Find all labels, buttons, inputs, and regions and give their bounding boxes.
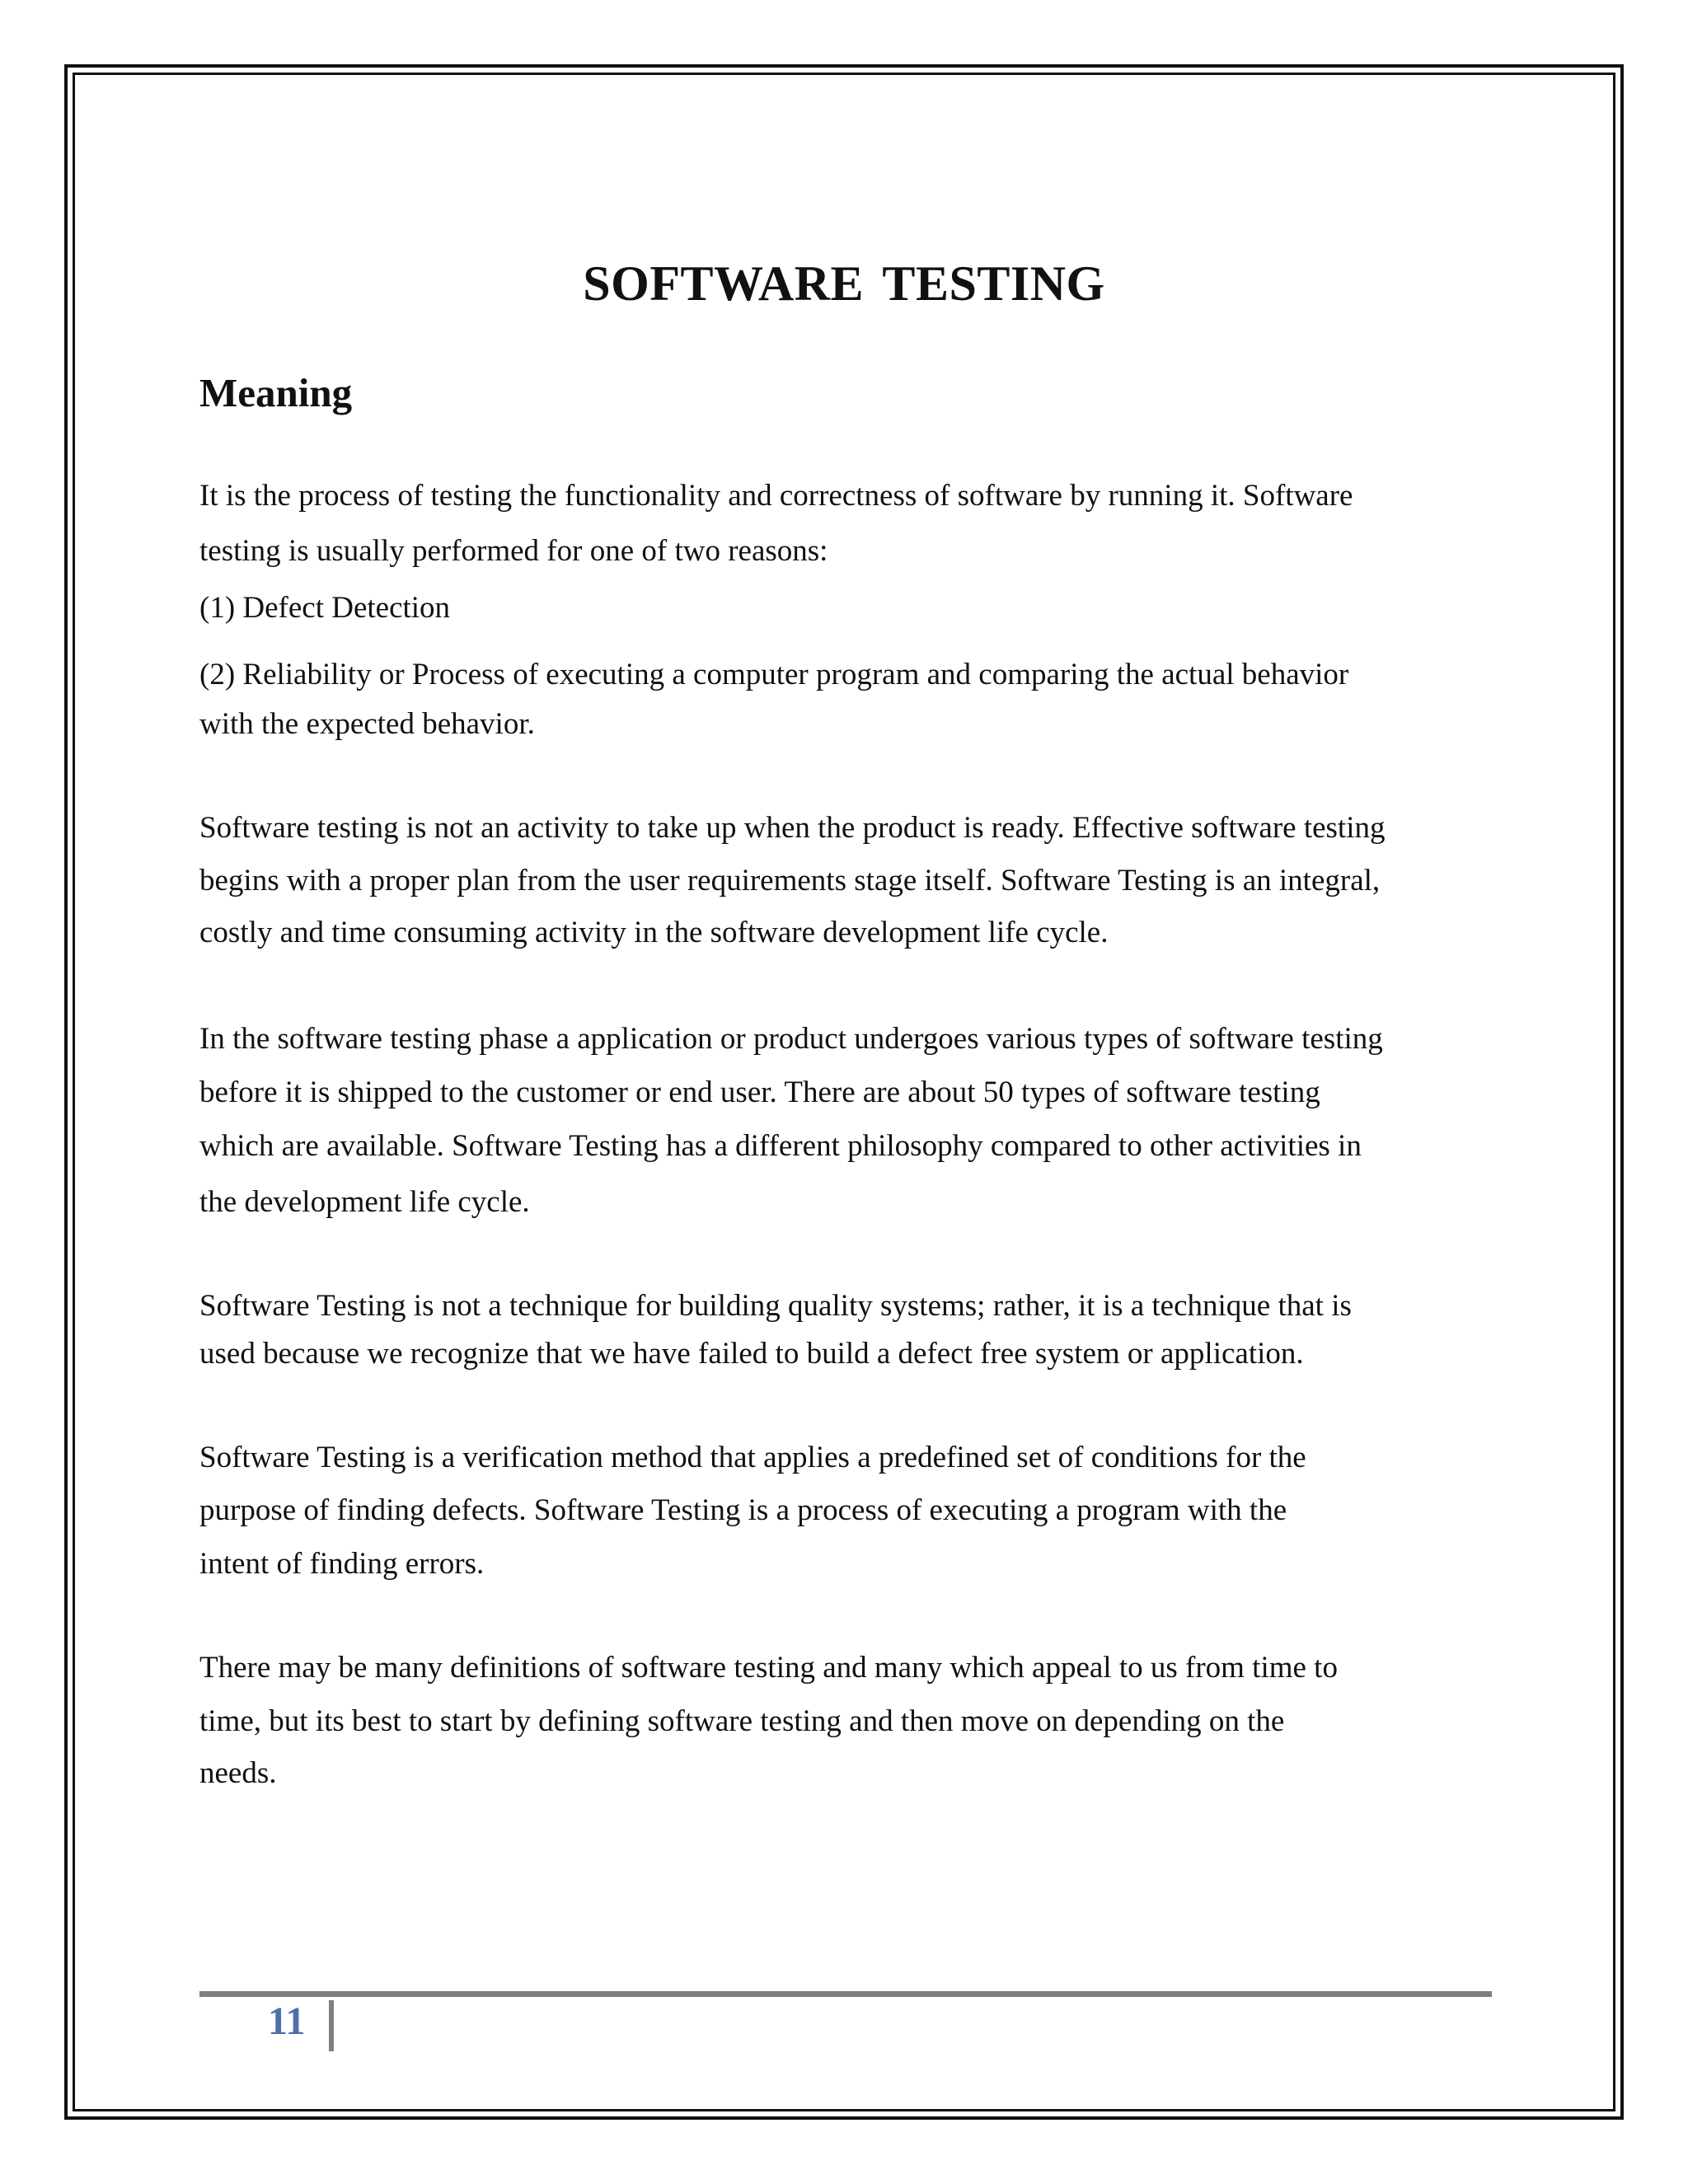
body-line: costly and time consuming activity in the software development life cycle. [199,916,1109,949]
body-line: before it is shipped to the customer or end user. There are about 50 types of software testing [199,1076,1320,1109]
page-title: SOFTWARE TESTING [583,256,1105,311]
body-line: Software Testing is not a technique for building quality systems; rather, it is a technique that is [199,1289,1352,1323]
body-line: the development life cycle. [199,1185,530,1219]
section-heading: Meaning [199,370,353,415]
body-line: intent of finding errors. [199,1547,485,1581]
body-line: used because we recognize that we have failed to build a defect free system or application. [199,1337,1304,1371]
body-line: In the software testing phase a application or product undergoes various types of software testing [199,1022,1383,1056]
body-line: which are available. Software Testing has a different philosophy compared to other activities in [199,1129,1362,1163]
body-line: There may be many definitions of software testing and many which appeal to us from time to [199,1651,1338,1685]
page-number-divider [329,2000,334,2051]
body-line: (1) Defect Detection [199,591,451,625]
body-line: begins with a proper plan from the user requirements stage itself. Software Testing is an integral, [199,864,1381,898]
body-line: Software Testing is a verification method that applies a predefined set of conditions for the [199,1441,1306,1474]
footer-rule [199,1991,1492,1997]
body-line: purpose of finding defects. Software Testing is a process of executing a program with the [199,1493,1287,1527]
body-line: Software testing is not an activity to take up when the product is ready. Effective software testing [199,811,1386,845]
body-line: with the expected behavior. [199,707,535,741]
body-line: It is the process of testing the functionality and correctness of software by running it. Software [199,479,1353,513]
body-line: testing is usually performed for one of two reasons: [199,534,828,568]
body-line: time, but its best to start by defining software testing and then move on depending on the [199,1704,1285,1738]
page-number: 11 [268,1999,306,2043]
body-line: needs. [199,1756,277,1790]
body-line: (2) Reliability or Process of executing a computer program and comparing the actual behavior [199,658,1349,691]
